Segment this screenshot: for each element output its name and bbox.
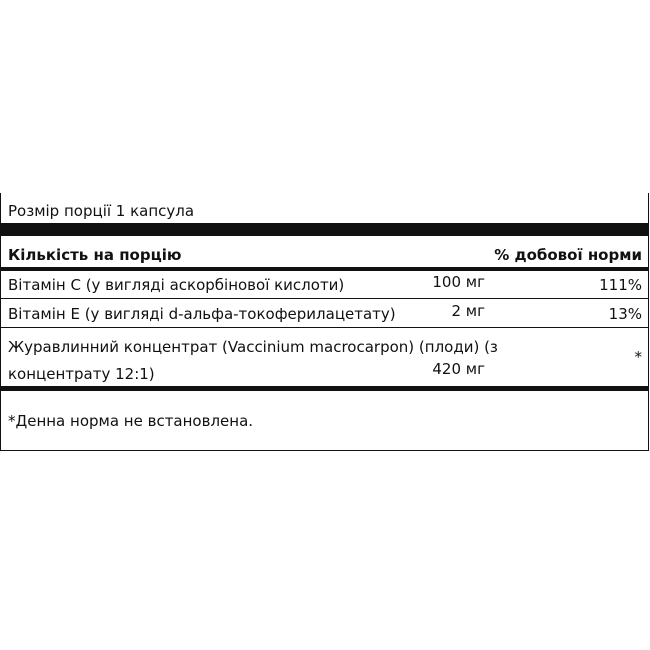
thick-divider bbox=[1, 223, 648, 236]
ingredient-amount-cranberry: 420 мг bbox=[432, 360, 485, 378]
amount-per-serving-header: Кількість на порцію bbox=[8, 246, 182, 264]
nutrient-dv-vitamin-c: 111% bbox=[599, 276, 642, 294]
ingredient-name-cranberry-line2: концентрату 12:1) bbox=[8, 365, 155, 383]
supplement-facts-panel bbox=[0, 193, 649, 451]
daily-value-header: % добової норми bbox=[494, 246, 642, 264]
nutrient-amount-vitamin-c: 100 мг bbox=[432, 273, 485, 291]
nutrient-amount-vitamin-e: 2 мг bbox=[451, 302, 485, 320]
row-divider bbox=[1, 298, 648, 299]
nutrient-dv-vitamin-e: 13% bbox=[608, 305, 642, 323]
footnote: *Денна норма не встановлена. bbox=[8, 412, 254, 430]
ingredient-dv-cranberry: * bbox=[634, 348, 642, 366]
serving-size: Розмір порції 1 капсула bbox=[8, 202, 195, 220]
row-divider bbox=[1, 327, 648, 328]
thick-divider-bottom bbox=[1, 386, 648, 391]
nutrient-name-vitamin-c: Вітамін С (у вигляді аскорбінової кислоти) bbox=[8, 276, 345, 294]
medium-divider bbox=[1, 267, 648, 271]
ingredient-name-cranberry-line1: Журавлинний концентрат (Vaccinium macrocarpon) (плоди) (з bbox=[8, 338, 498, 356]
nutrient-name-vitamin-e: Вітамін Е (у вигляді d-альфа-токоферилацетату) bbox=[8, 305, 396, 323]
